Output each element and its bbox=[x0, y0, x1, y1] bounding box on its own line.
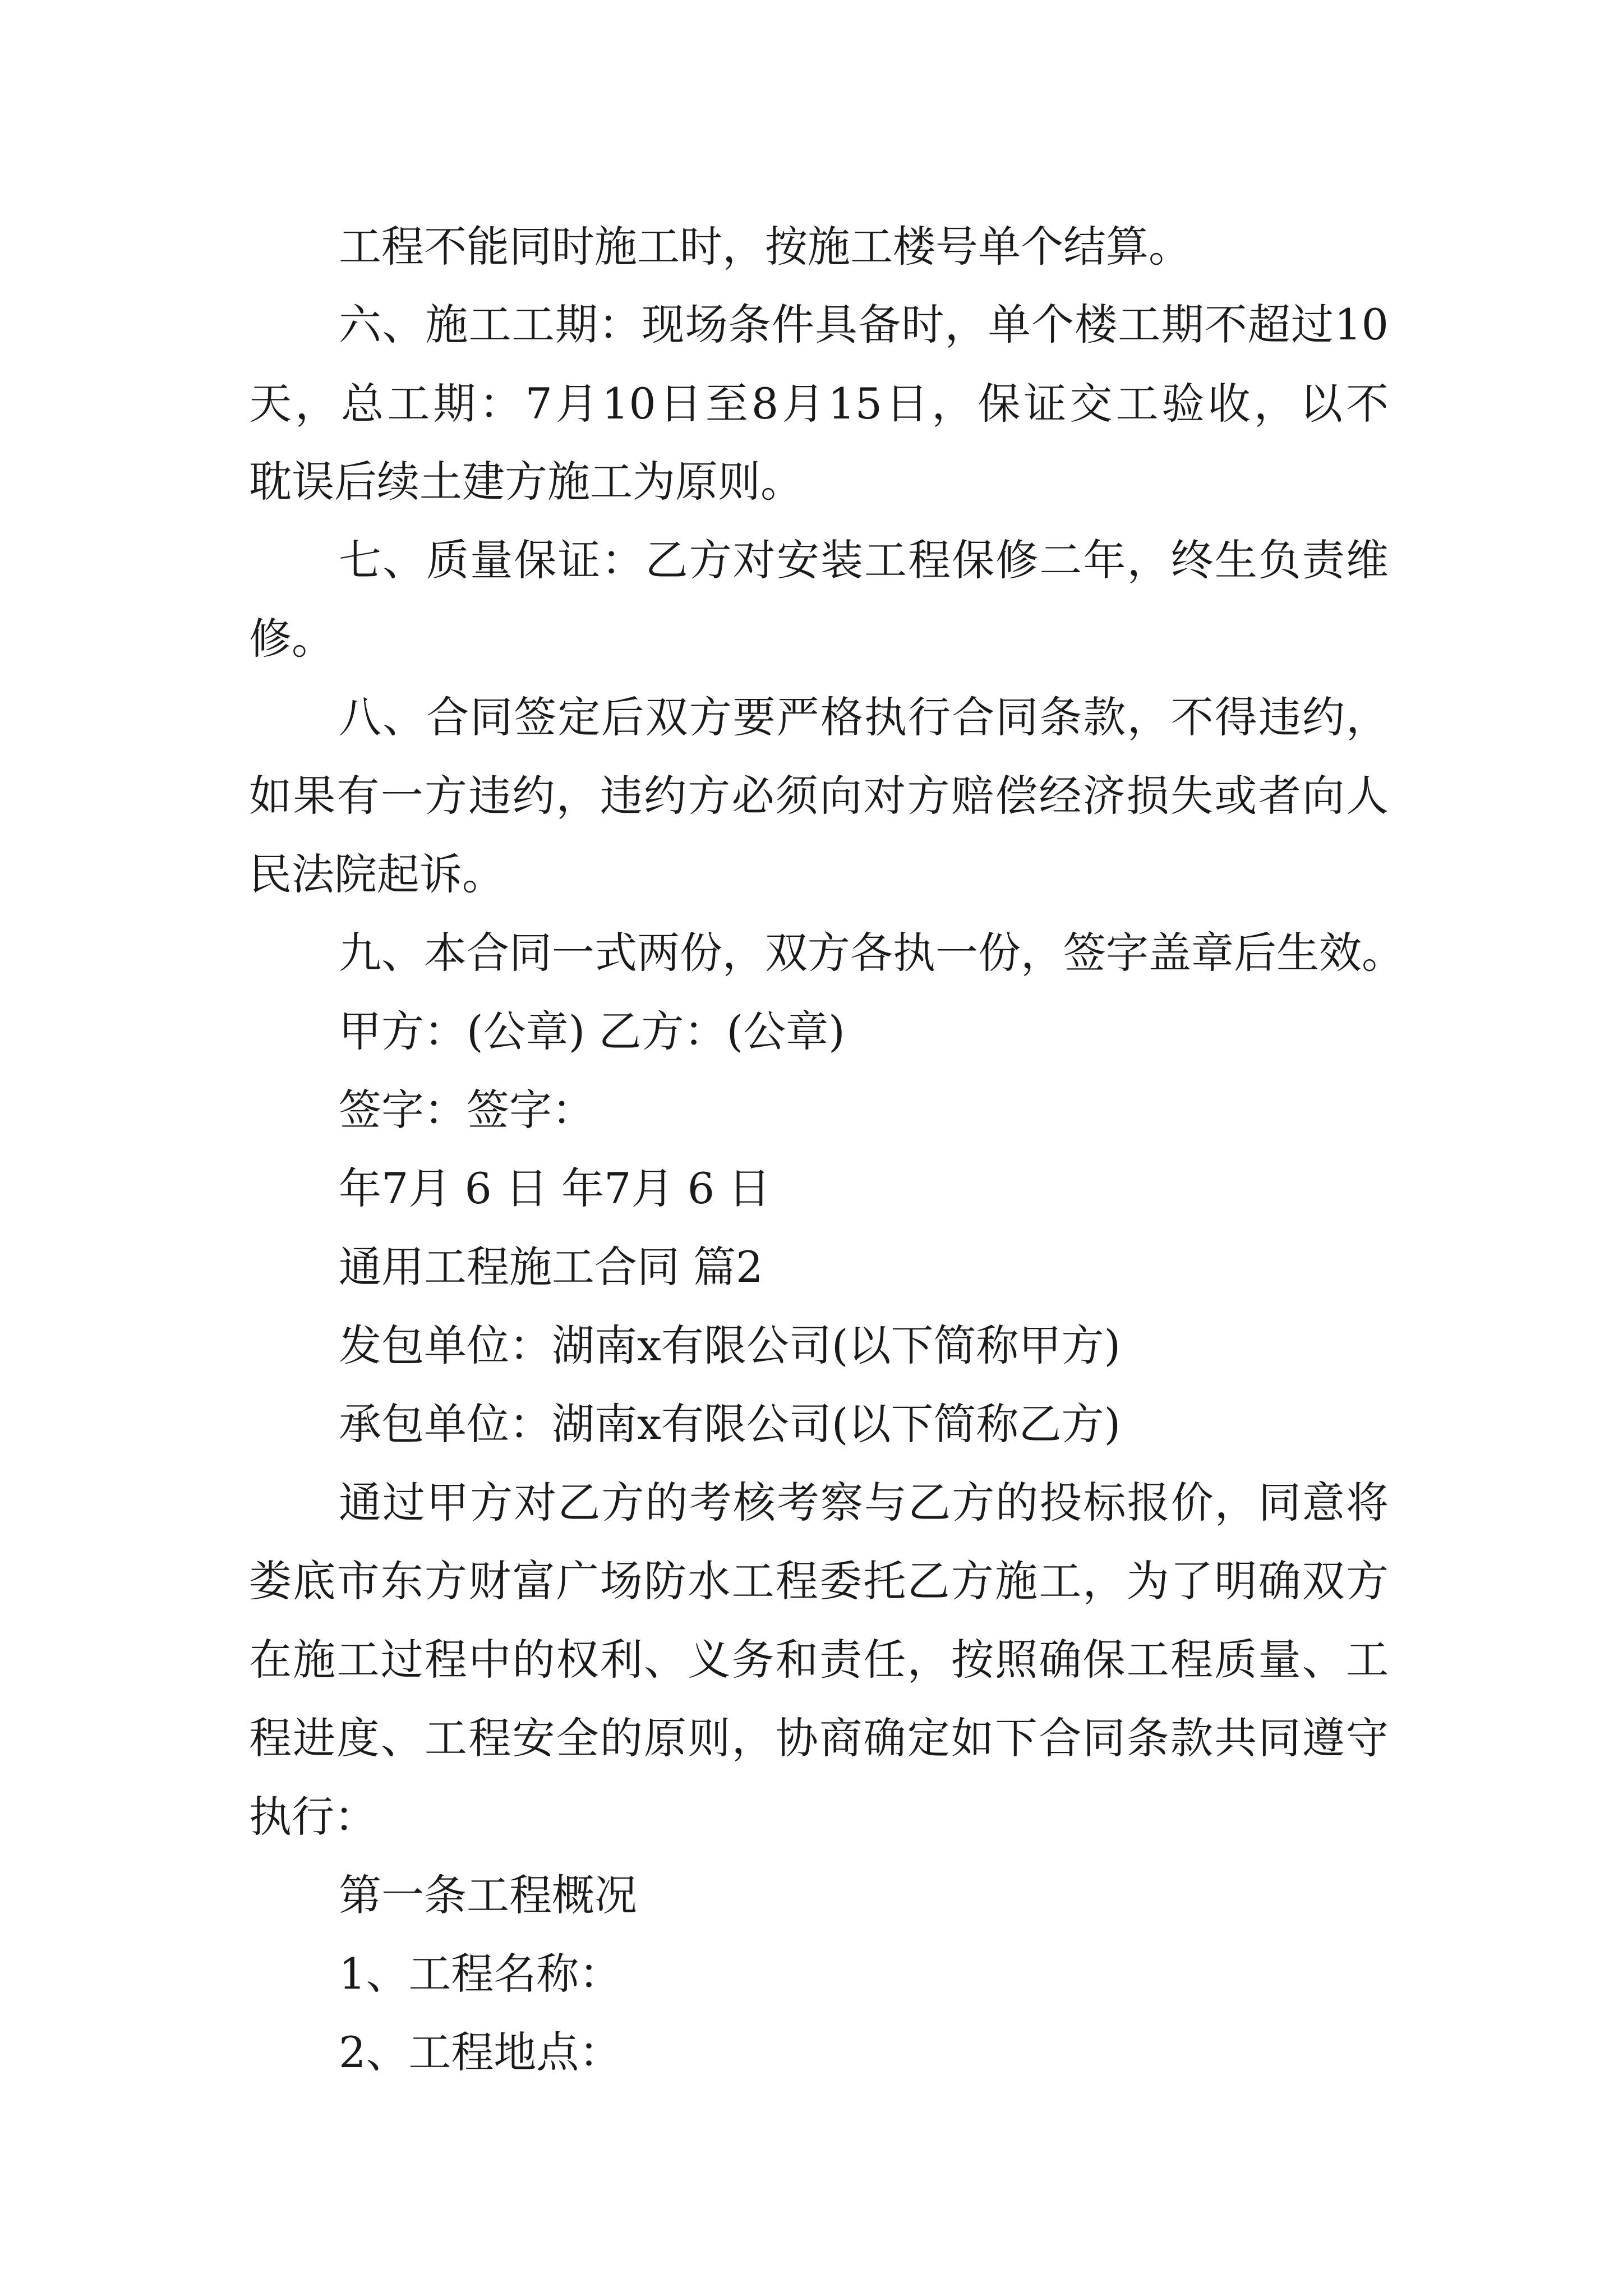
text-line: 签字：签字： bbox=[339, 1085, 594, 1135]
text-line: 工程不能同时施工时，按施工楼号单个结算。 bbox=[339, 222, 1191, 272]
text-line: 1、工程名称： bbox=[339, 1949, 622, 1999]
text-line: 执行： bbox=[249, 1792, 377, 1842]
text-line: 六、施工工期：现场条件具备时，单个楼工期不超过10 bbox=[339, 300, 1389, 349]
text-line: 八、合同签定后双方要严格执行合同条款，不得违约， bbox=[339, 692, 1389, 742]
text-line: 程进度、工程安全的原则，协商确定如下合同条款共同遵守 bbox=[249, 1713, 1389, 1763]
text-line: 通过甲方对乙方的考核考察与乙方的投标报价，同意将 bbox=[339, 1478, 1389, 1527]
text-line: 天，总工期：7月10日至8月15日，保证交工验收，以不 bbox=[249, 379, 1389, 429]
text-line: 发包单位：湖南x有限公司(以下简称甲方) bbox=[339, 1320, 1121, 1370]
text-line: 修。 bbox=[249, 614, 334, 664]
text-line: 在施工过程中的权利、义务和责任，按照确保工程质量、工 bbox=[249, 1635, 1389, 1685]
text-line: 如果有一方违约，违约方必须向对方赔偿经济损失或者向人 bbox=[249, 771, 1389, 821]
text-line: 2、工程地点： bbox=[339, 2027, 622, 2077]
text-line: 通用工程施工合同 篇2 bbox=[339, 1242, 763, 1292]
text-line: 民法院起诉。 bbox=[249, 849, 505, 899]
text-line: 第一条工程概况 bbox=[339, 1870, 637, 1920]
text-line: 九、本合同一式两份，双方各执一份，签字盖章后生效。 bbox=[339, 928, 1404, 978]
text-line: 年7月 6 日 年7月 6 日 bbox=[339, 1163, 771, 1213]
text-line: 耽误后续土建方施工为原则。 bbox=[249, 457, 803, 507]
text-line: 娄底市东方财富广场防水工程委托乙方施工，为了明确双方 bbox=[249, 1556, 1389, 1606]
text-line: 甲方：(公章) 乙方：(公章) bbox=[339, 1006, 845, 1056]
text-line: 承包单位：湖南x有限公司(以下简称乙方) bbox=[339, 1399, 1121, 1449]
text-line: 七、质量保证：乙方对安装工程保修二年，终生负责维 bbox=[339, 535, 1389, 585]
